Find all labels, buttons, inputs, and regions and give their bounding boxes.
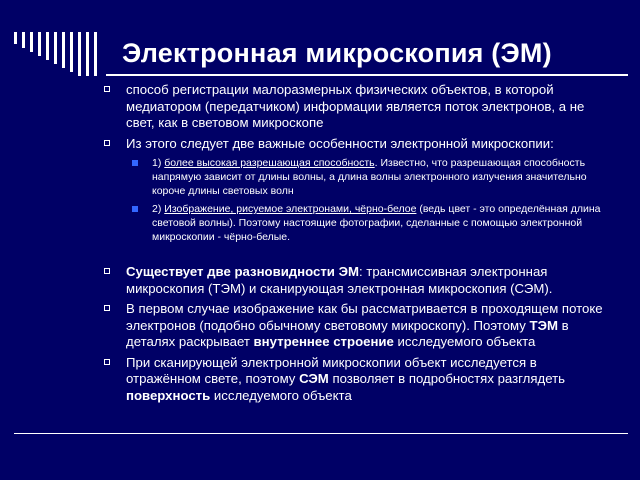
hollow-square-bullet-icon bbox=[104, 86, 110, 92]
hollow-square-bullet-icon bbox=[104, 305, 110, 311]
blue-square-bullet-icon bbox=[132, 206, 138, 212]
blue-square-bullet-icon bbox=[132, 160, 138, 166]
bullet-sem: При сканирующей электронной микроскопии объект исследуется в отражённом свете, поэтому СЭМ позволяет в подробностях разглядеть поверхность исследуемого объекта bbox=[102, 355, 612, 405]
footer-rule bbox=[14, 433, 628, 434]
title-rule bbox=[106, 74, 628, 76]
hollow-square-bullet-icon bbox=[104, 140, 110, 146]
slide-content bbox=[102, 82, 612, 408]
hollow-square-bullet-icon bbox=[104, 359, 110, 365]
decorative-stripes bbox=[14, 32, 104, 76]
sub-bullet-monochrome: 2) Изображение, рисуемое электронами, чёрно-белое (ведь цвет - это определённая длина световой волны). Поэтому настоящие фотографии, сделанные с помощью электронной микроскопии - чёрно-белые. bbox=[102, 202, 612, 244]
bullet-em-types: Существует две разновидности ЭМ: трансмиссивная электронная микроскопия (ТЭМ) и сканирующая электронная микроскопия (СЭМ). bbox=[102, 264, 612, 297]
slide-title: Электронная микроскопия (ЭМ) bbox=[122, 38, 552, 68]
hollow-square-bullet-icon bbox=[104, 268, 110, 274]
bullet-features-intro: Из этого следует две важные особенности электронной микроскопии: bbox=[102, 136, 612, 153]
sub-bullet-resolution: 1) более высокая разрешающая способность. Известно, что разрешающая способность напрямую зависит от длины волны, а длина волны электронного излучения значительно короче длины световых волн bbox=[102, 156, 612, 198]
bullet-tem: В первом случае изображение как бы рассматривается в проходящем потоке электронов (подобно обычному световому микроскопу). Поэтому ТЭМ в деталях раскрывает внутреннее строение исследуемого объекта bbox=[102, 301, 612, 351]
bullet-definition: способ регистрации малоразмерных физических объектов, в которой медиатором (передатчиком) информации является поток электронов, а не свет, как в световом микроскопе bbox=[102, 82, 612, 132]
